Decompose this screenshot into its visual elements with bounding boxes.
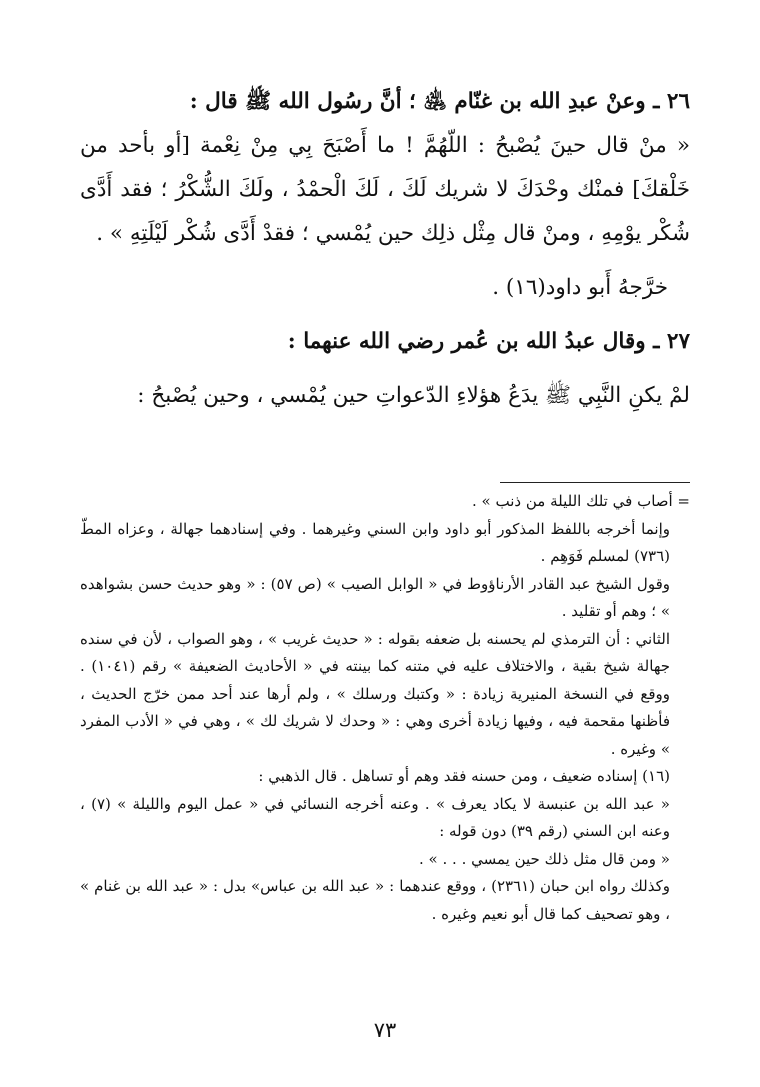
footnote-paragraph: « عبد الله بن عنبسة لا يكاد يعرف » . وعنه أخرجه النسائي في « عمل اليوم والليلة » (٧) ، وعنه ابن السني (رقم ٣٩) دون قوله : xyxy=(80,794,670,840)
footnote-separator xyxy=(500,482,690,483)
footnotes xyxy=(80,488,690,928)
hadith-27-heading: ٢٧ ـ وقال عبدُ الله بن عُمر رضي الله عنهما : xyxy=(287,329,690,354)
hadith-26-text: « منْ قال حينَ يُصْبحُ : اللّهُمَّ ! ما أَصْبَحَ بِي مِنْ نِعْمة [أو بأحد من خَلْقكَ] فمنْك وحْدَكَ لا شريك لَكَ ، لَكَ الْحمْدُ ، ولَكَ الشُّكْرُ ؛ فقد أَدَّى شُكْر يوْمِهِ ، ومنْ قال مِثْل ذلِك حين يُمْسي ؛ فقدْ أَدَّى شُكْر لَيْلَتِهِ » . xyxy=(80,133,690,246)
footnote-paragraph: « ومن قال مثل ذلك حين يمسي . . . » . xyxy=(419,849,670,868)
main-text xyxy=(80,80,690,418)
footnote-continuation: = أصاب في تلك الليلة من ذنب » . xyxy=(472,492,690,510)
footnote-paragraph: وقول الشيخ عبد القادر الأرناؤوط في « الوابل الصيب » (ص ٥٧) : « وهو حديث حسن بشواهده » ؛ وهم أو تقليد . xyxy=(80,574,670,620)
hadith-27-text: لمْ يكنِ النَّبِي ﷺ يدَعُ هؤلاءِ الدّعواتِ حين يُمْسي ، وحين يُصْبحُ : xyxy=(137,383,690,408)
hadith-26-source: خرَّجهُ أَبو داود(١٦) . xyxy=(492,275,668,300)
footnote-paragraph: الثاني : أن الترمذي لم يحسنه بل ضعفه بقوله : « حديث غريب » ، وهو الصواب ، لأن في سنده جهالة شيخ بقية ، والاختلاف عليه في متنه كما بينته في « الأحاديث الضعيفة » رقم (١٠٤١) . ووقع في النسخة المنيرية زيادة : « وكتبك ورسلك » ، ولم أرها عند أحد ممن خرّج الحديث ، فأظنها مقحمة فيه ، وفيها زيادة أخرى وهي : « وحدك لا شريك لك » ، وهي في « الأدب المفرد » وغيره . xyxy=(80,629,671,758)
book-page xyxy=(80,0,690,1087)
footnote-paragraph: وكذلك رواه ابن حبان (٢٣٦١) ، ووقع عندهما : « عبد الله بن عباس» بدل : « عبد الله بن غنام » ، وهو تصحيف كما قال أبو نعيم وغيره . xyxy=(80,877,671,923)
footnote-paragraph: وإنما أخرجه باللفظ المذكور أبو داود وابن السني وغيرهما . وفي إسنادهما جهالة ، وعزاه المطّ (٧٣٦) لمسلم فَوَهِم . xyxy=(80,519,670,565)
footnote-16: (١٦) إسناده ضعيف ، ومن حسنه فقد وهم أو تساهل . قال الذهبي : xyxy=(258,767,670,785)
page-number: ٧٣ xyxy=(373,1018,397,1042)
hadith-26-heading: ٢٦ ـ وعنْ عبدِ الله بن غنّام ﵁ ؛ أنَّ رسُول الله ﷺ قال : xyxy=(189,89,690,114)
